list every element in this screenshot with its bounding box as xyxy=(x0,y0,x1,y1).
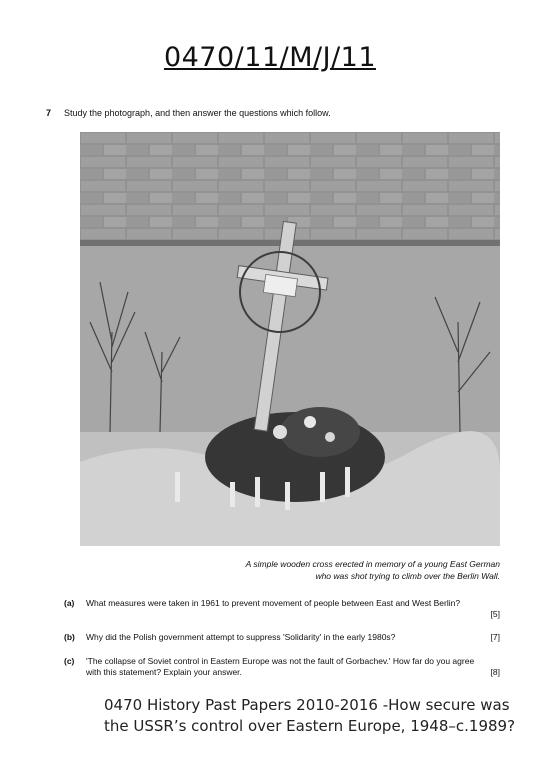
part-label: (a) xyxy=(64,598,75,608)
caption-line-1: A simple wooden cross erected in memory of a young East German xyxy=(245,559,500,569)
question-part-c xyxy=(64,656,500,680)
part-label: (b) xyxy=(64,632,75,642)
memorial-photograph xyxy=(80,132,500,546)
part-text: Why did the Polish government attempt to suppress 'Solidarity' in the early 1980s? xyxy=(86,632,396,642)
photo-caption xyxy=(150,558,500,582)
part-text: 'The collapse of Soviet control in Eastern Europe was not the fault of Gorbachev.' How far do you agree with this statement? Explain your answer. xyxy=(86,656,475,677)
part-marks: [8] xyxy=(490,667,500,677)
page-title: 0470/11/M/J/11 xyxy=(163,42,377,73)
footer-caption: 0470 History Past Papers 2010-2016 -How secure was the USSR’s control over Eastern Europe, 1948–c.1989? xyxy=(104,696,516,735)
question-intro: Study the photograph, and then answer the questions which follow. xyxy=(64,108,331,118)
caption-line-2: who was shot trying to climb over the Berlin Wall. xyxy=(315,571,500,581)
part-marks: [7] xyxy=(490,632,500,642)
part-label: (c) xyxy=(64,656,75,666)
question-part-a xyxy=(64,598,500,622)
question-number: 7 xyxy=(46,108,52,118)
question-part-b xyxy=(64,632,500,644)
part-text: What measures were taken in 1961 to prevent movement of people between East and West Berlin? xyxy=(86,598,461,608)
part-marks: [5] xyxy=(490,609,500,619)
